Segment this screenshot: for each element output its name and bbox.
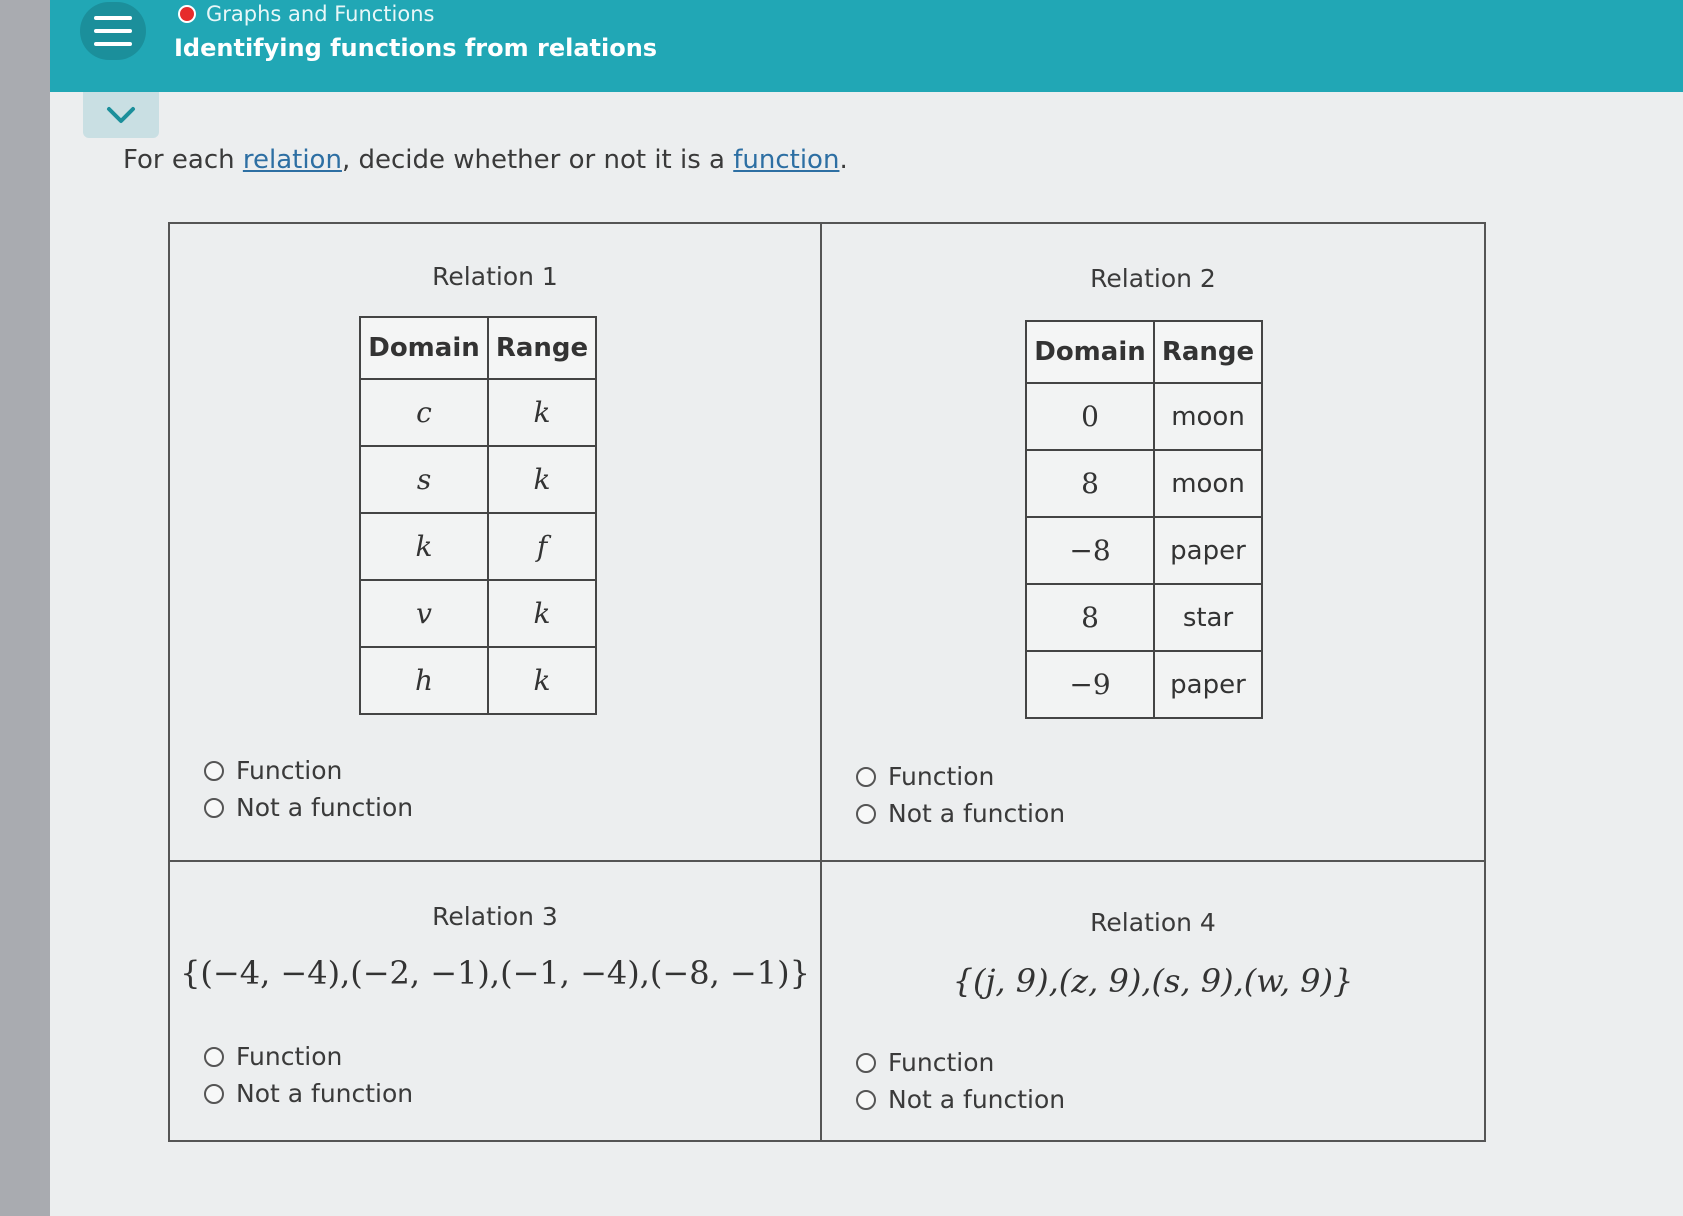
table-row: −9 paper	[1026, 651, 1262, 718]
relation-3-function-option[interactable]: Function	[204, 1038, 413, 1075]
chevron-down-icon	[106, 105, 136, 125]
table-row: c k	[360, 379, 596, 446]
table-row: h k	[360, 647, 596, 714]
range-header: Range	[1154, 321, 1262, 383]
screen	[50, 0, 1683, 1216]
table-row: s k	[360, 446, 596, 513]
relation-4-set: {(j, 9),(z, 9),(s, 9),(w, 9)}	[952, 962, 1354, 1000]
relation-2-table	[1025, 320, 1263, 719]
relation-3-not-function-option[interactable]: Not a function	[204, 1075, 413, 1112]
relation-3-set: {(−4, −4),(−2, −1),(−1, −4),(−8, −1)}	[180, 954, 810, 992]
collapse-button[interactable]	[83, 92, 159, 138]
relation-4-not-function-option[interactable]: Not a function	[856, 1081, 1065, 1118]
relation-4-title: Relation 4	[1090, 908, 1216, 937]
table-row: 0 moon	[1026, 383, 1262, 450]
radio-button-icon[interactable]	[204, 1047, 224, 1067]
relation-2-function-option[interactable]: Function	[856, 758, 1065, 795]
relation-2-not-function-option[interactable]: Not a function	[856, 795, 1065, 832]
relation-2-panel	[822, 224, 1484, 862]
radio-button-icon[interactable]	[204, 761, 224, 781]
radio-button-icon[interactable]	[856, 767, 876, 787]
relation-4-function-option[interactable]: Function	[856, 1044, 1065, 1081]
function-link[interactable]: function	[733, 145, 840, 175]
relations-grid	[168, 222, 1486, 1142]
radio-button-icon[interactable]	[856, 1090, 876, 1110]
relation-3-options	[204, 1038, 413, 1112]
relation-4-options	[856, 1044, 1065, 1118]
range-header: Range	[488, 317, 596, 379]
relation-2-options	[856, 758, 1065, 832]
table-row: k f	[360, 513, 596, 580]
table-row: v k	[360, 580, 596, 647]
relation-3-panel	[170, 862, 822, 1140]
relation-2-title: Relation 2	[1090, 264, 1216, 293]
table-row: 8 star	[1026, 584, 1262, 651]
instruction-text: For each relation, decide whether or not it is a function.	[123, 145, 848, 175]
relation-1-not-function-option[interactable]: Not a function	[204, 789, 413, 826]
domain-header: Domain	[360, 317, 488, 379]
relation-link[interactable]: relation	[242, 145, 342, 175]
topic-row	[178, 2, 434, 26]
topic-label: Graphs and Functions	[206, 2, 435, 26]
header-bar	[50, 0, 1683, 92]
relation-1-function-option[interactable]: Function	[204, 752, 413, 789]
radio-button-icon[interactable]	[204, 798, 224, 818]
relation-4-panel	[822, 862, 1484, 1140]
hamburger-menu-icon	[94, 16, 132, 20]
radio-button-icon[interactable]	[856, 804, 876, 824]
relation-1-table	[359, 316, 597, 715]
table-row: −8 paper	[1026, 517, 1262, 584]
menu-button[interactable]	[80, 2, 146, 60]
relation-1-panel	[170, 224, 822, 862]
relation-1-options	[204, 752, 413, 826]
table-row: 8 moon	[1026, 450, 1262, 517]
radio-button-icon[interactable]	[856, 1053, 876, 1073]
domain-header: Domain	[1026, 321, 1154, 383]
red-dot-icon	[178, 5, 196, 23]
relation-3-title: Relation 3	[432, 902, 558, 931]
page-title: Identifying functions from relations	[174, 34, 658, 62]
relation-1-title: Relation 1	[432, 262, 558, 291]
radio-button-icon[interactable]	[204, 1084, 224, 1104]
